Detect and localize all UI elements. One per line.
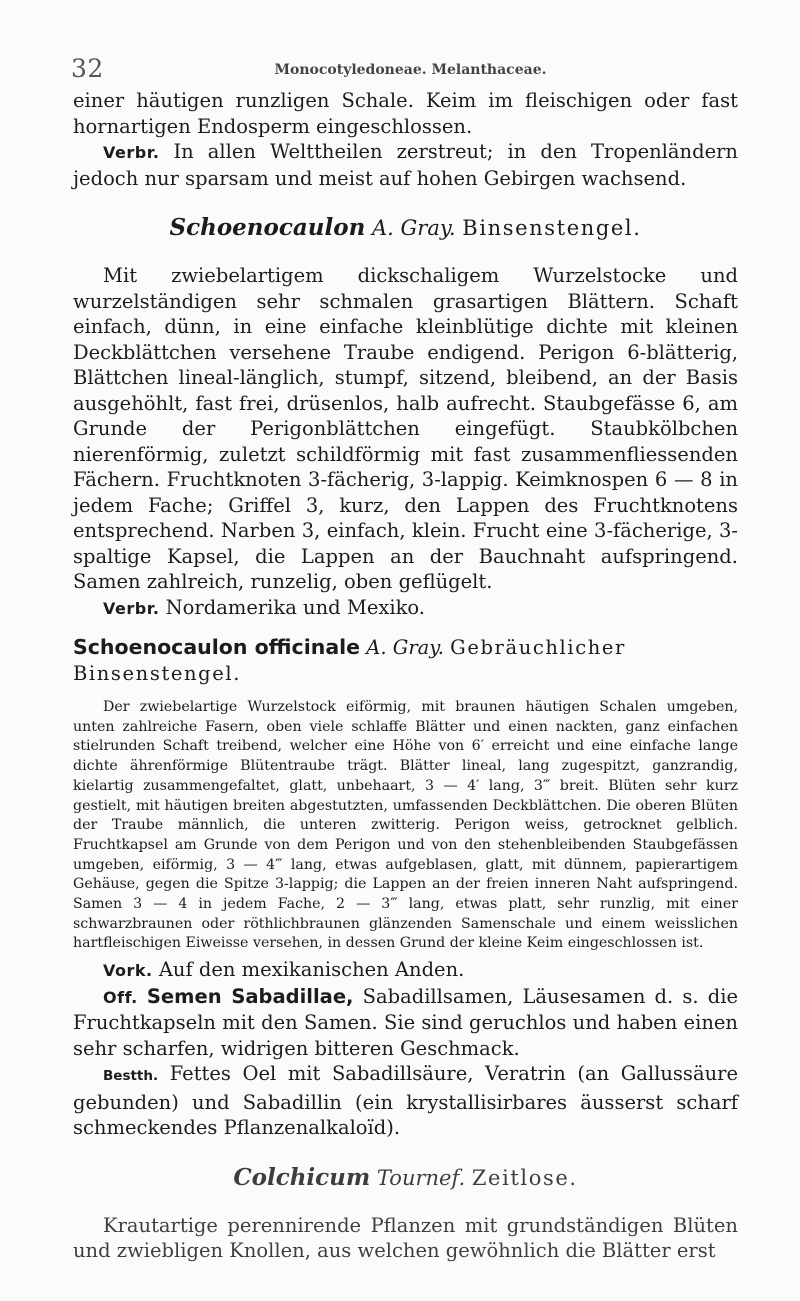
colchicum-genus-name: Colchicum: [233, 1163, 371, 1191]
constituents-paragraph: [73, 1061, 738, 1141]
bestth-mark: Bestth.: [103, 1068, 159, 1085]
colchicum-description: Krautartige perennirende Pflanzen mit grundständigen Blüten und zwiebligen Knollen, aus welchen gewöhnlich die Blätter erst: [73, 1213, 738, 1263]
genus-common-name: Binsenstengel.: [462, 216, 642, 240]
genus-description: Mit zwiebelartigem dickschaligem Wurzelstocke und wurzelständigen sehr schmalen grasartigen Blättern. Schaft einfach, dünn, in eine einfache kleinblütige dichte mit kleinen Deckblättchen versehene Traube endigend. Perigon 6-blätterig, Blättchen lineal-länglich, stumpf, sitzend, bleibend, an der Basis ausgehöhlt, fast frei, drüsenlos, halb aufrecht. Staubgefässe 6, am Grunde der Perigonblättchen eingefügt. Staubkölbchen nierenförmig, zuletzt schildförmig mit fast zusammenfliessenden Fächern. Fruchtknoten 3-fächerig, 3-lappig. Keimknospen 6 — 8 in jedem Fache; Griffel 3, kurz, den Lappen des Fruchtknotens entsprechend. Narben 3, einfach, klein. Frucht eine 3-fächerige, 3-spaltige Kapsel, die Lappen an der Bauchnaht aufspringend. Samen zahlreich, runzelig, oben geflügelt.: [73, 264, 738, 593]
colchicum-common-name: Zeitlose.: [471, 1165, 578, 1190]
genus-author: A. Gray.: [371, 216, 456, 240]
off-text: Sabadillsamen, Läusesamen d. s. die Fruchtkapseln mit den Samen. Sie sind geruchlos und haben einen sehr scharfen, widrigen bitteren Geschmack.: [73, 984, 738, 1060]
off-mark: Off.: [103, 987, 138, 1007]
vork-text: Auf den mexikanischen Anden.: [158, 958, 465, 982]
bestth-text: Fettes Oel mit Sabadillsäure, Veratrin (an Gallussäure gebunden) und Sabadillin (ein krystallisirbares äusserst scharf schmeckendes Pflanzenalkaloïd).: [73, 1062, 738, 1140]
species-author: A. Gray.: [366, 636, 444, 659]
intro-distribution: [73, 139, 738, 191]
genus-heading-schoenocaulon: [73, 214, 738, 241]
genus-distribution: [73, 595, 738, 622]
verbr-mark: Verbr.: [103, 598, 160, 618]
species-name: Schoenocaulon officinale: [73, 635, 361, 659]
species-common-name: Gebräuchlicher Binsenstengel.: [73, 636, 626, 685]
verbr-mark: Verbr.: [103, 143, 160, 162]
page-header: [73, 0, 738, 88]
genus-name: Schoenocaulon: [169, 214, 366, 241]
species-description: Der zwiebelartige Wurzelstock eiförmig, mit braunen häutigen Schalen umgeben, unten zahlreiche Fasern, oben viele schlaffe Blätter und einen nackten, ganz einfachen stielrunden Schaft treibend, welcher eine Höhe von 6′ erreicht und eine einfache lange dichte ährenförmige Blütentraube trägt. Blätter lineal, lang zugespitzt, ganzrandig, kielartig zusammengefaltet, glatt, unbehaart, 3 — 4′ lang, 3‴ breit. Blüten sehr kurz gestielt, mit häutigen breiten abgestutzten, umfassenden Deckblättchen. Die oberen Blüten der Traube männlich, die unteren zwitterig. Perigon weiss, getrocknet gelblich. Fruchtkapsel am Grunde von dem Perigon und von den stehenbleibenden Staubgefässen umgeben, eiförmig, 3 — 4‴ lang, etwas aufgeblasen, glatt, mit dünnem, papierartigem Gehäuse, gegen die Spitze 3-lappig; die Lappen an der freien inneren Naht aufspringend. Samen 3 — 4 in jedem Fache, 2 — 3‴ lang, etwas platt, sehr runzlig, mit einer schwarzbraunen oder röthlichbraunen glänzenden Samenschale und einem weisslichen hartfleischigen Eiweisse versehen, in dessen Grund der kleine Keim eingeschlossen ist.: [73, 699, 738, 952]
intro-text: einer häutigen runzligen Schale. Keim im fleischigen oder fast hornartigen Endosperm eingeschlossen.: [73, 89, 738, 138]
off-title: Semen Sabadillae,: [146, 984, 354, 1008]
genus-verbr-text: Nordamerika und Mexiko.: [165, 595, 426, 619]
genus-heading-colchicum: [73, 1164, 738, 1191]
species-occurrence: [73, 957, 738, 984]
colchicum-author: Tournef.: [376, 1165, 466, 1190]
intro-verbr-text: In allen Welttheilen zerstreut; in den Tropenländern jedoch nur sparsam und meist auf hohen Gebirgen wachsend.: [73, 140, 738, 190]
intro-paragraph: [73, 88, 738, 139]
running-head: Monocotyledoneae. Melanthaceae.: [274, 62, 547, 78]
page-number: 32: [71, 54, 104, 83]
vork-mark: Vork.: [103, 961, 153, 981]
species-heading: [73, 635, 738, 686]
officinal-paragraph: [73, 984, 738, 1062]
